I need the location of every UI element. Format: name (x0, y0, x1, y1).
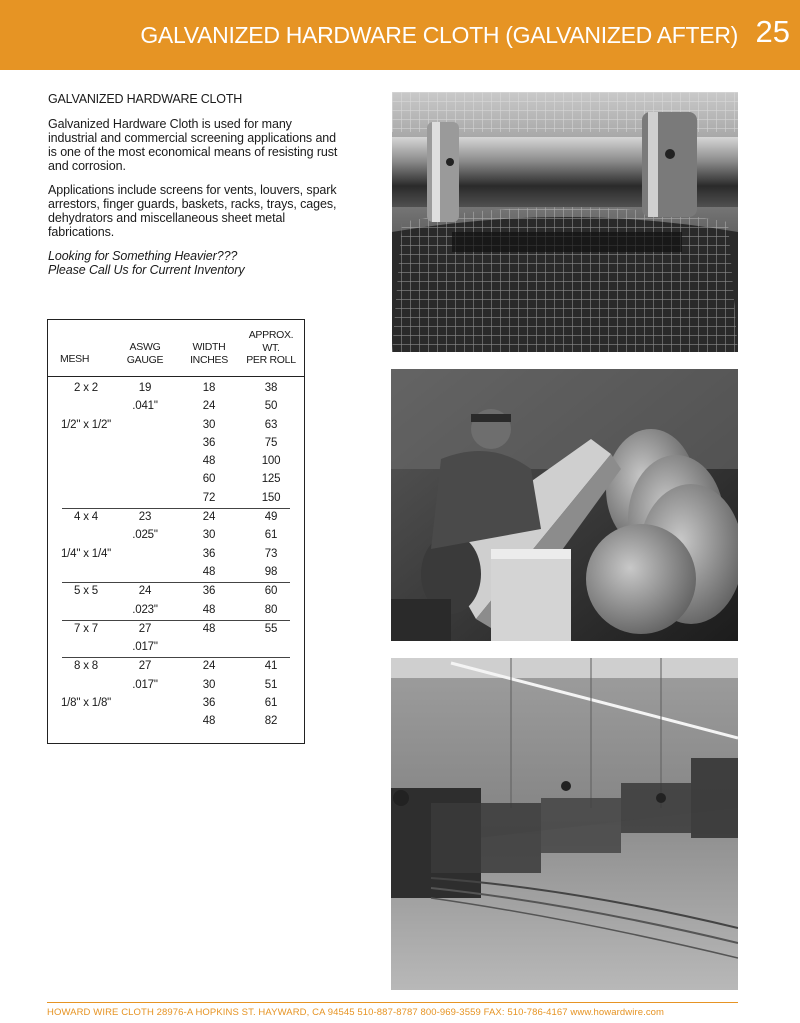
table-row (48, 564, 304, 582)
width-cell: 30 (202, 418, 216, 431)
table-group (48, 658, 304, 731)
header-mesh-label: MESH (60, 353, 90, 365)
table-row (48, 509, 304, 527)
width-cell: 48 (202, 565, 216, 578)
table-body (48, 380, 304, 732)
header-weight-line-2: WT. (262, 341, 280, 354)
gauge-cell: .025" (132, 529, 158, 542)
mesh-cell: 4 x 4 (74, 511, 98, 524)
width-cell: 30 (202, 678, 216, 691)
width-cell: 24 (202, 511, 216, 524)
mesh-cell: 5 x 5 (74, 585, 98, 598)
width-cell: 48 (202, 715, 216, 728)
weight-cell: 63 (264, 418, 278, 431)
gauge-cell: .023" (132, 603, 158, 616)
gauge-cell: 23 (138, 511, 152, 524)
intro-paragraph-2: Applications include screens for vents, louvers, spark arrestors, finger guards, baskets, racks, trays, cages, dehydrators and miscellaneous sheet metal fabrications. (48, 183, 337, 239)
weight-cell: 61 (264, 529, 278, 542)
heavier-note-line-2: Please Call Us for Current Inventory (48, 263, 245, 277)
section-heading: GALVANIZED HARDWARE CLOTH (48, 92, 243, 106)
spec-table (47, 319, 305, 744)
table-row (48, 658, 304, 676)
weight-cell: 80 (264, 603, 278, 616)
table-group (48, 621, 304, 658)
mesh-cell: 1/2" x 1/2" (60, 418, 112, 431)
weight-cell: 60 (264, 585, 278, 598)
table-row (48, 639, 304, 657)
weight-cell: 98 (264, 565, 278, 578)
width-cell: 24 (202, 400, 216, 413)
mesh-cell: 8 x 8 (74, 660, 98, 673)
table-row (48, 713, 304, 731)
gauge-cell: 24 (138, 585, 152, 598)
table-row (48, 417, 304, 435)
table-row (48, 471, 304, 489)
table-row (48, 602, 304, 620)
width-cell: 18 (202, 382, 216, 394)
table-row (48, 527, 304, 545)
width-cell: 36 (202, 697, 216, 710)
table-row (48, 380, 304, 398)
width-cell: 36 (202, 585, 216, 598)
weight-cell: 50 (264, 400, 278, 413)
width-cell: 30 (202, 529, 216, 542)
mesh-cell: 2 x 2 (74, 382, 98, 394)
table-group (48, 380, 304, 508)
table-row (48, 490, 304, 508)
gauge-cell: 27 (138, 660, 152, 673)
width-cell: 48 (202, 603, 216, 616)
header-bar (0, 0, 800, 70)
table-group (48, 509, 304, 582)
width-cell: 48 (202, 622, 216, 635)
table-row (48, 435, 304, 453)
intro-section (48, 92, 338, 277)
header-weight-line-3: PER ROLL (246, 354, 296, 366)
gauge-cell: .041" (132, 400, 158, 413)
weight-cell: 41 (264, 660, 278, 673)
heavier-note-line-1: Looking for Something Heavier??? (48, 249, 238, 263)
weight-cell: 38 (264, 382, 278, 394)
weight-cell: 51 (264, 678, 278, 691)
width-cell: 36 (202, 436, 216, 449)
width-cell: 24 (202, 660, 216, 673)
weight-cell: 82 (264, 715, 278, 728)
header-width-line-1: WIDTH (192, 341, 226, 353)
footer-contact: HOWARD WIRE CLOTH 28976-A HOPKINS ST. HAYWARD, CA 94545 510-887-8787 800-969-3559 FAX: 510-786-4167 www.howardwire.com (47, 1007, 665, 1018)
header-gauge-line-2: GAUGE (126, 353, 164, 366)
gauge-cell: .017" (132, 641, 158, 654)
table-header (48, 320, 304, 377)
photo-wire-mesh-roller (392, 92, 738, 352)
weight-cell: 73 (264, 547, 278, 560)
page-number: 25 (755, 14, 790, 49)
gauge-cell: 19 (138, 382, 152, 394)
table-row (48, 398, 304, 416)
footer-divider (47, 1002, 738, 1003)
mesh-cell: 1/8" x 1/8" (60, 697, 112, 710)
header-width (184, 341, 234, 366)
header-weight-line-1: APPROX. (248, 329, 294, 341)
weight-cell: 75 (264, 436, 278, 449)
intro-paragraph-1: Galvanized Hardware Cloth is used for many industrial and commercial screening applications and is one of the most economical means of resisting rust and corrosion. (48, 117, 338, 173)
width-cell: 48 (202, 455, 216, 468)
header-mesh (60, 353, 89, 366)
header-gauge (120, 341, 170, 366)
table-row (48, 677, 304, 695)
mesh-cell: 1/4" x 1/4" (60, 547, 112, 560)
mesh-cell: 7 x 7 (74, 622, 98, 635)
width-cell: 36 (202, 547, 216, 560)
photo-worker-at-machine (391, 369, 738, 641)
gauge-cell: .017" (132, 678, 158, 691)
page-title: GALVANIZED HARDWARE CLOTH (GALVANIZED AFTER) (140, 22, 738, 48)
weight-cell: 125 (261, 473, 281, 486)
header-weight (242, 329, 300, 367)
photo-factory-floor (391, 658, 738, 990)
gauge-cell: 27 (138, 622, 152, 635)
table-row (48, 695, 304, 713)
weight-cell: 100 (261, 455, 281, 468)
weight-cell: 55 (264, 622, 278, 635)
table-row (48, 546, 304, 564)
header-gauge-line-1: ASWG (129, 341, 161, 353)
width-cell: 72 (202, 491, 216, 504)
table-row (48, 583, 304, 601)
weight-cell: 49 (264, 511, 278, 524)
width-cell: 60 (202, 473, 216, 486)
table-row (48, 453, 304, 471)
weight-cell: 61 (264, 697, 278, 710)
header-width-line-2: INCHES (190, 353, 228, 366)
weight-cell: 150 (261, 491, 281, 504)
table-row (48, 621, 304, 639)
table-group (48, 583, 304, 620)
